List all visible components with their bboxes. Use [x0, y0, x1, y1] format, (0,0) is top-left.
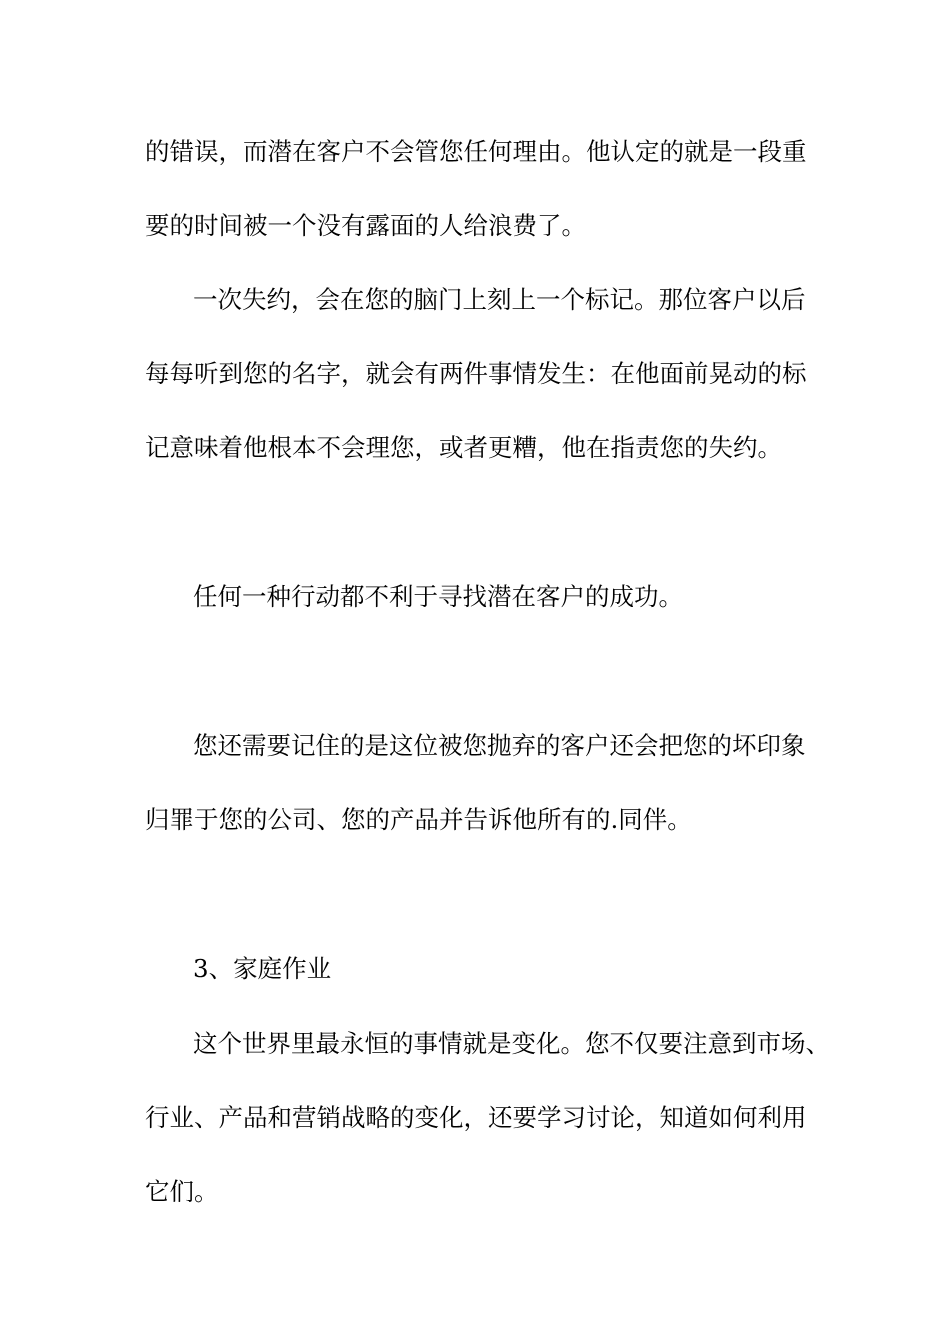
text-line: 这个世界里最永恒的事情就是变化。您不仅要注意到市场、: [193, 1029, 830, 1058]
text-line: 它们。: [145, 1177, 219, 1206]
section-heading: 3、家庭作业: [193, 954, 332, 983]
text-line: 每每听到您的名字，就会有两件事情发生：在他面前晃动的标: [145, 359, 807, 388]
text-line: 任何一种行动都不利于寻找潜在客户的成功。: [193, 582, 683, 611]
text-line: 记意味着他根本不会理您，或者更糟，他在指责您的失约。: [145, 433, 782, 462]
text-line: 您还需要记住的是这位被您抛弃的客户还会把您的坏印象: [193, 731, 806, 760]
text-line: 一次失约，会在您的脑门上刻上一个标记。那位客户以后: [193, 285, 806, 314]
text-line: 的错误，而潜在客户不会管您任何理由。他认定的就是一段重: [145, 137, 807, 166]
text-line: 要的时间被一个没有露面的人给浪费了。: [145, 211, 586, 240]
text-line: 归罪于您的公司、您的产品并告诉他所有的.同伴。: [145, 805, 692, 834]
text-line: 行业、产品和营销战略的变化，还要学习讨论，知道如何利用: [145, 1103, 807, 1132]
